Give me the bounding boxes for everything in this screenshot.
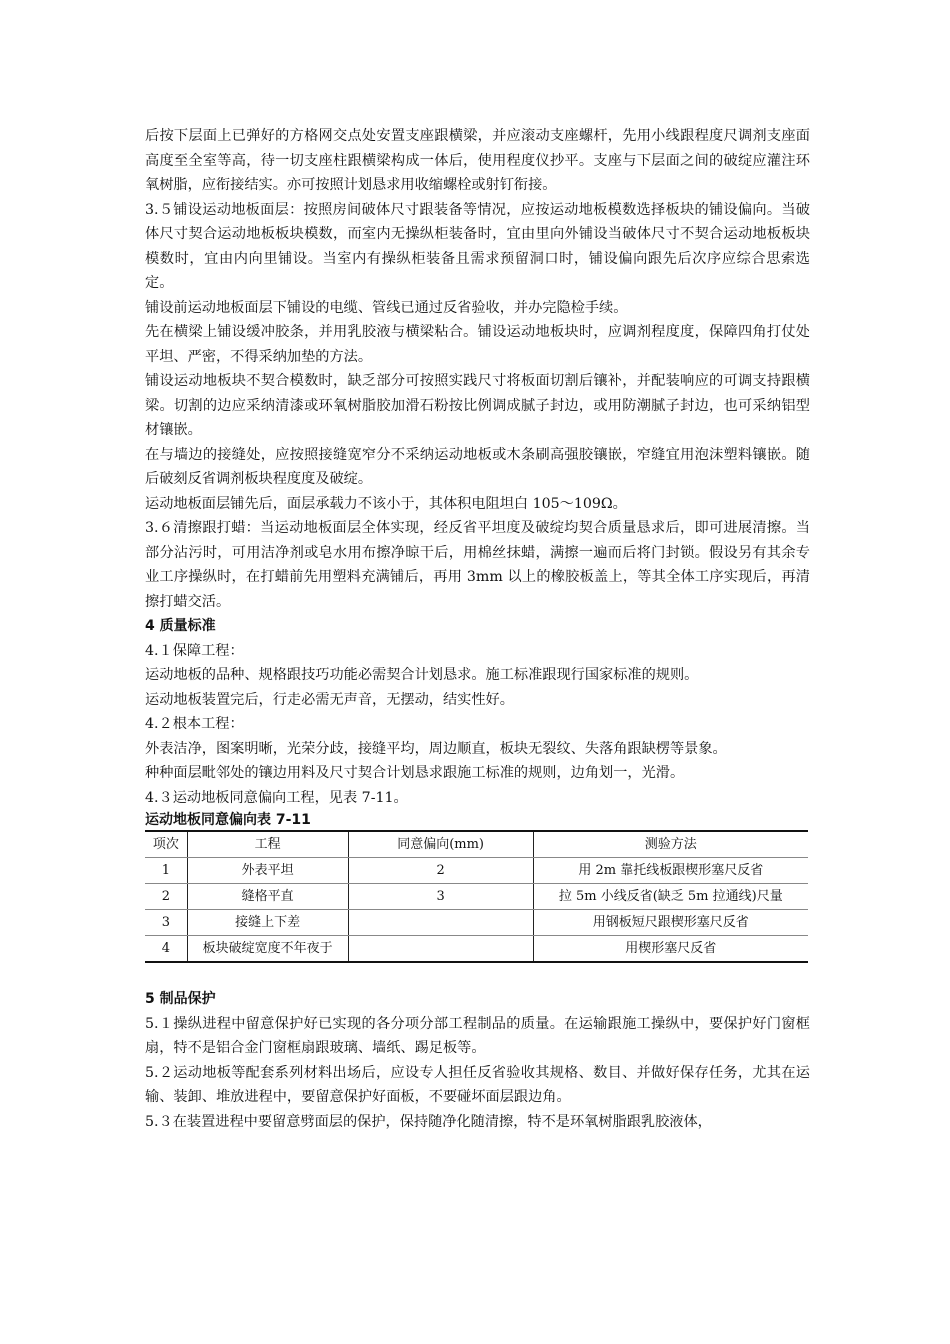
table-row <box>145 910 808 936</box>
table-header-cell: 测验方法 <box>533 831 808 858</box>
paragraph: 3.５铺设运动地板面层：按照房间破体尺寸跟装备等情况，应按运动地板模数选择板块的铺设偏向。当破体尺寸契合运动地板板块模数，而室内无操纵柜装备时，宜由里向外铺设当破体尺寸不契合运动地板板块模数时，宜由内向里铺设。当室内有操纵柜装备且需求预留洞口时，铺设偏向跟先后次序应综合思索选定。 <box>145 201 810 291</box>
paragraph: 4.２根本工程： <box>145 716 244 732</box>
table-cell: 用 2m 靠托线板跟楔形塞尺反省 <box>533 858 808 884</box>
paragraph: 4.１保障工程： <box>145 642 244 659</box>
paragraph: 5.１操纵进程中留意保护好已实现的各分项分部工程制品的质量。在运输跟施工操纵中，要保护好门窗框扇，特不是铝合金门窗框扇跟玻璃、墙纸、踢足板等。 <box>145 1015 810 1056</box>
table-cell: 接缝上下差 <box>187 910 348 936</box>
paragraph: 运动地板装置完后，行走必需无声音，无摆动，结实性好。 <box>145 691 514 708</box>
table-cell: 2 <box>145 884 187 910</box>
paragraph: 在与墙边的接缝处，应按照接缝宽窄分不采纳运动地板或木条刷高强胶镶嵌，窄缝宜用泡沫塑料镶嵌。随后破刻反省调剂板块程度度及破绽。 <box>145 446 810 487</box>
table-cell: 2 <box>348 858 533 884</box>
table-cell: 外表平坦 <box>187 858 348 884</box>
deviation-table <box>145 830 808 963</box>
spacer <box>145 963 810 987</box>
table-caption: 运动地板同意偏向表 7-11 <box>145 812 311 828</box>
table-header-row <box>145 831 808 858</box>
paragraph: 运动地板面层铺先后，面层承载力不该小于，其体积电阻坦白 105～109Ω。 <box>145 495 627 512</box>
table-cell: 3 <box>348 884 533 910</box>
table-cell: 拉 5m 小线反省(缺乏 5m 拉通线)尺量 <box>533 884 808 910</box>
table-cell <box>348 910 533 936</box>
table-row <box>145 858 808 884</box>
paragraph: 铺设前运动地板面层下铺设的电缆、管线已通过反省验收，并办完隐检手续。 <box>145 299 628 316</box>
table-cell: 用楔形塞尺反省 <box>533 936 808 963</box>
section-heading-quality: 4 质量标准 <box>145 618 216 634</box>
paragraph: 3.６清擦跟打蜡：当运动地板面层全体实现，经反省平坦度及破绽均契合质量恳求后，即可进展清擦。当部分沾污时，可用洁净剂或皂水用布擦净晾干后，用棉丝抹蜡，满擦一遍而后将门封锁。假设另有其余专业工序操纵时，在打蜡前先用塑料充满铺后，再用 3mm 以上的橡胶板盖上，等其全体工序实现后，再清擦打蜡交活。 <box>145 520 810 610</box>
table-cell: 3 <box>145 910 187 936</box>
table-cell <box>348 936 533 963</box>
table-cell: 缝格平直 <box>187 884 348 910</box>
paragraph: 后按下层面上已弹好的方格网交点处安置支座跟横梁，并应滚动支座螺杆，先用小线跟程度尺调剂支座面高度至全室等高，待一切支座柱跟横梁构成一体后，使用程度仪抄平。支座与下层面之间的破绽应灌注环氧树脂，应衔接结实。亦可按照计划恳求用收缩螺栓或射钉衔接。 <box>145 128 810 193</box>
paragraph: 5.２运动地板等配套系列材料出场后，应设专人担任反省验收其规格、数目、并做好保存任务，尤其在运输、装卸、堆放进程中，要留意保护好面板，不要碰坏面层跟边角。 <box>145 1064 810 1105</box>
table-header-cell: 同意偏向(mm) <box>348 831 533 858</box>
section-heading-protection: 5 制品保护 <box>145 991 216 1007</box>
table-row <box>145 884 808 910</box>
paragraph: 铺设运动地板块不契合模数时，缺乏部分可按照实践尺寸将板面切割后镶补，并配装响应的可调支持跟横梁。切割的边应采纳清漆或环氧树脂胶加滑石粉按比例调成腻子封边，或用防潮腻子封边，也可采纳铝型材镶嵌。 <box>145 373 810 438</box>
table-cell: 1 <box>145 858 187 884</box>
table-cell: 用钢板短尺跟楔形塞尺反省 <box>533 910 808 936</box>
paragraph: 先在横梁上铺设缓冲胶条，并用乳胶液与横梁粘合。铺设运动地板块时，应调剂程度度，保障四角打仗处平坦、严密，不得采纳加垫的方法。 <box>145 324 810 365</box>
paragraph: 4.３运动地板同意偏向工程，见表 7-11。 <box>145 789 408 806</box>
paragraph: 运动地板的品种、规格跟技巧功能必需契合计划恳求。施工标准跟现行国家标准的规则。 <box>145 667 699 683</box>
table-cell: 4 <box>145 936 187 963</box>
table-header-cell: 项次 <box>145 831 187 858</box>
table-row <box>145 936 808 963</box>
paragraph: 种种面层毗邻处的镶边用料及尺寸契合计划恳求跟施工标准的规则，边角划一，光滑。 <box>145 765 685 781</box>
table-header-cell: 工程 <box>187 831 348 858</box>
document-page <box>145 124 810 1134</box>
paragraph: 5.３在装置进程中要留意劈面层的保护，保持随净化随清擦，特不是环氧树脂跟乳胶液体， <box>145 1113 712 1130</box>
paragraph: 外表洁净，图案明晰，光荣分歧，接缝平均，周边顺直，板块无裂纹、失落角跟缺楞等景象。 <box>145 740 727 757</box>
table-cell: 板块破绽宽度不年夜于 <box>187 936 348 963</box>
